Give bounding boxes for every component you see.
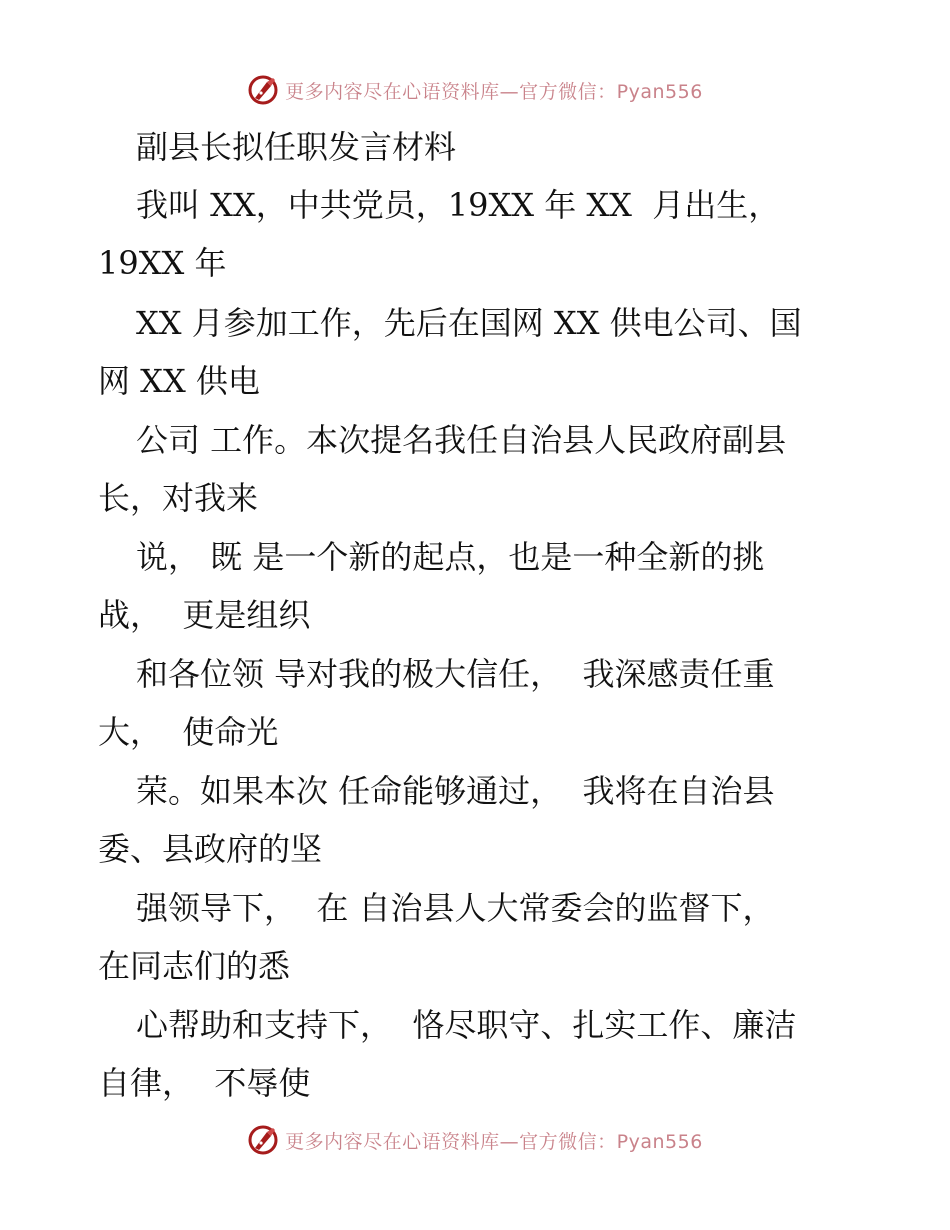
paragraph-line: 荣。如果本次 任命能够通过， 我将在自治县 — [136, 772, 775, 810]
footer-banner — [0, 1120, 950, 1160]
paragraph-line: 大， 使命光 — [98, 713, 279, 751]
paragraph-line: 在同志们的悉 — [98, 947, 291, 985]
paragraph-line: 长，对我来 — [98, 479, 259, 517]
paragraph-line: 网 XX 供电 — [98, 362, 260, 400]
paragraph-line: 19XX 年 — [98, 244, 227, 282]
paragraph-line: 和各位领 导对我的极大信任， 我深感责任重 — [136, 655, 775, 693]
paragraph-line: 强领导下， 在 自治县人大常委会的监督下， — [136, 889, 775, 927]
header-banner-text: 更多内容尽在心语资料库—官方微信：Pyan556 — [285, 80, 703, 103]
paragraph-line: 委、县政府的坚 — [98, 830, 323, 868]
paragraph-line: 心帮助和支持下， 恪尽职守、扎实工作、廉洁 — [136, 1006, 797, 1044]
footer-banner-text: 更多内容尽在心语资料库—官方微信：Pyan556 — [285, 1130, 703, 1153]
document-title: 副县长拟任职发言材料 — [136, 128, 457, 166]
paragraph-line: 我叫 XX，中共党员，19XX 年 XX 月出生， — [136, 186, 781, 224]
fountain-pen-logo-icon — [247, 1124, 279, 1156]
paragraph-line: 说， 既 是一个新的起点，也是一种全新的挑 — [136, 538, 765, 576]
paragraph-line: 公司 工作。本次提名我任自治县人民政府副县 — [136, 421, 787, 459]
paragraph-line: XX 月参加工作，先后在国网 XX 供电公司、国 — [136, 304, 802, 342]
paragraph-line: 自律， 不辱使 — [98, 1064, 311, 1102]
paragraph-line: 战， 更是组织 — [98, 596, 311, 634]
header-banner — [0, 70, 950, 110]
fountain-pen-logo-icon — [247, 74, 279, 106]
